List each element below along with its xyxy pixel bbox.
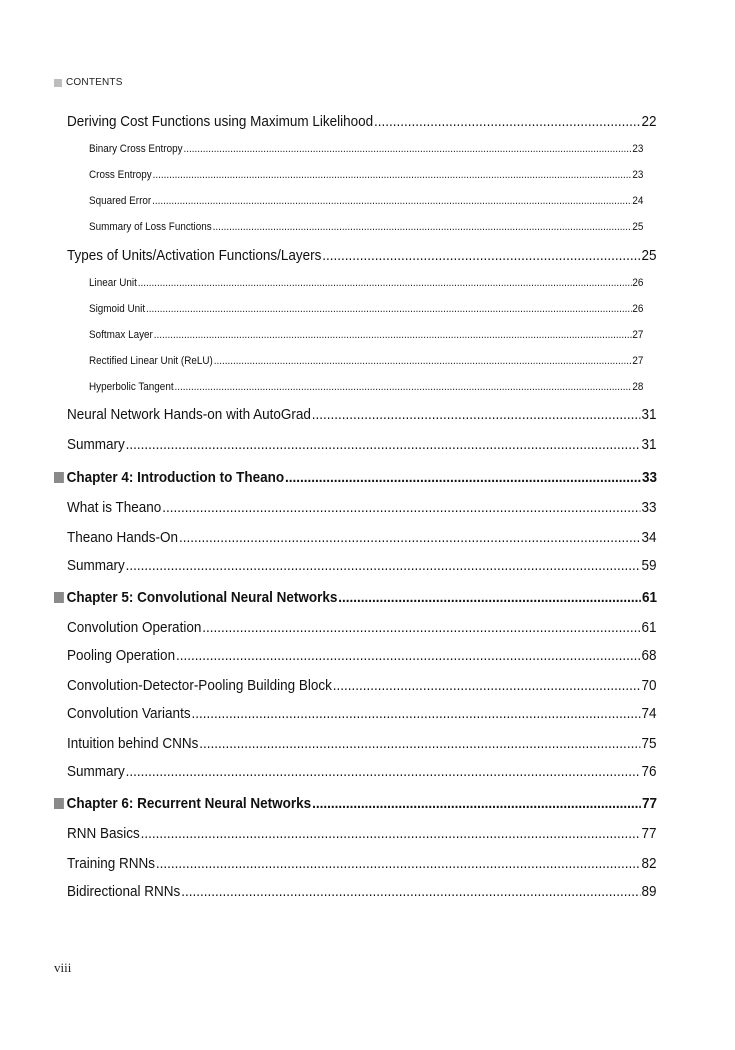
toc-entry-page: 31: [641, 436, 657, 453]
dot-leader: [322, 247, 640, 264]
toc-chapter-entry[interactable]: [54, 795, 657, 812]
toc-entry-title: Convolution Operation: [67, 619, 202, 636]
dot-leader: [181, 883, 640, 900]
toc-entry-title: Rectified Linear Unit (ReLU): [89, 355, 213, 367]
dot-leader: [333, 677, 641, 694]
toc-entry-page: 89: [641, 883, 657, 900]
toc-entry-page: 61: [641, 589, 657, 606]
toc-entry-page: 70: [641, 677, 657, 694]
dot-leader: [183, 143, 631, 155]
toc-subsection-entry[interactable]: [89, 355, 643, 367]
toc-subsection-entry[interactable]: [89, 329, 643, 341]
dot-leader: [202, 619, 640, 636]
toc-entry-title: Summary of Loss Functions: [89, 221, 212, 233]
dot-leader: [176, 647, 641, 664]
toc-subsection-entry[interactable]: [89, 381, 643, 393]
toc-entry-page: 77: [641, 825, 657, 842]
toc-subsection-entry[interactable]: [89, 195, 643, 207]
toc-entry-page: 25: [641, 247, 657, 264]
toc-entry-page: 82: [641, 855, 657, 872]
dot-leader: [152, 195, 631, 207]
toc-entry-title: Deriving Cost Functions using Maximum Likelihood: [67, 113, 374, 130]
toc-entry-page: 74: [641, 705, 657, 722]
toc-entry-page: 27: [632, 329, 644, 341]
running-head-label: CONTENTS: [66, 77, 123, 88]
toc-entry-page: 25: [632, 221, 644, 233]
toc-entry-page: 33: [641, 499, 657, 516]
dot-leader: [126, 763, 641, 780]
toc-entry-title: Hyperbolic Tangent: [89, 381, 174, 393]
page-number: viii: [54, 960, 72, 975]
dot-leader: [214, 355, 632, 367]
toc-entry-page: 26: [632, 277, 644, 289]
toc-entry-page: 23: [632, 143, 644, 155]
dot-leader: [285, 469, 641, 486]
toc-entry-title: Summary: [67, 557, 125, 574]
dot-leader: [162, 499, 640, 516]
toc-entry-page: 68: [641, 647, 657, 664]
toc-section-entry[interactable]: [67, 677, 657, 694]
toc-entry-page: 59: [641, 557, 657, 574]
dot-leader: [153, 169, 632, 181]
toc-section-entry[interactable]: [67, 557, 657, 574]
dot-leader: [374, 113, 641, 130]
toc-entry-page: 33: [641, 469, 657, 486]
chapter-square-icon: [54, 592, 64, 603]
toc-subsection-entry[interactable]: [89, 169, 643, 181]
dot-leader: [156, 855, 641, 872]
toc-subsection-entry[interactable]: [89, 303, 643, 315]
toc-entry-title: Pooling Operation: [67, 647, 176, 664]
toc-entry-title: Binary Cross Entropy: [89, 143, 183, 155]
dot-leader: [126, 557, 641, 574]
chapter-square-icon: [54, 798, 64, 809]
toc-entry-page: 27: [632, 355, 644, 367]
toc-subsection-entry[interactable]: [89, 277, 643, 289]
dot-leader: [154, 329, 632, 341]
dot-leader: [199, 735, 640, 752]
toc-entry-page: 34: [641, 529, 657, 546]
dot-leader: [141, 825, 641, 842]
toc-section-entry[interactable]: [67, 883, 657, 900]
toc-section-entry[interactable]: [67, 113, 657, 130]
toc-entry-title: Neural Network Hands-on with AutoGrad: [67, 406, 311, 423]
dot-leader: [312, 795, 641, 812]
toc-entry-title: Sigmoid Unit: [89, 303, 146, 315]
toc-entry-title: Convolution Variants: [67, 705, 191, 722]
toc-section-entry[interactable]: [67, 529, 657, 546]
toc-subsection-entry[interactable]: [89, 221, 643, 233]
toc-entry-title: Bidirectional RNNs: [67, 883, 181, 900]
toc-entry-title: Softmax Layer: [89, 329, 153, 341]
toc-entry-title: Training RNNs: [67, 855, 156, 872]
toc-entry-page: 75: [641, 735, 657, 752]
toc-entry-title: Convolution-Detector-Pooling Building Block: [67, 677, 332, 694]
dot-leader: [146, 303, 631, 315]
dot-leader: [213, 221, 632, 233]
toc-entry-page: 24: [632, 195, 644, 207]
toc-entry-page: 28: [632, 381, 644, 393]
toc-section-entry[interactable]: [67, 436, 657, 453]
toc-entry-title: Theano Hands-On: [67, 529, 179, 546]
dot-leader: [312, 406, 641, 423]
toc-subsection-entry[interactable]: [89, 143, 643, 155]
toc-entry-page: 22: [641, 113, 657, 130]
toc-section-entry[interactable]: [67, 763, 657, 780]
dot-leader: [126, 436, 641, 453]
dot-leader: [179, 529, 641, 546]
toc-entry-title: Chapter 4: Introduction to Theano: [66, 469, 285, 486]
toc-entry-title: Chapter 5: Convolutional Neural Networks: [66, 589, 338, 606]
toc-entry-page: 61: [641, 619, 657, 636]
dot-leader: [338, 589, 641, 606]
toc-entry-page: 23: [632, 169, 644, 181]
toc-entry-title: What is Theano: [67, 499, 162, 516]
toc-entry-title: Chapter 6: Recurrent Neural Networks: [66, 795, 312, 812]
toc-entry-title: RNN Basics: [67, 825, 140, 842]
toc-chapter-entry[interactable]: [54, 469, 657, 486]
toc-entry-title: Summary: [67, 436, 125, 453]
dot-leader: [138, 277, 632, 289]
toc-entry-title: Squared Error: [89, 195, 152, 207]
toc-chapter-entry[interactable]: [54, 589, 657, 606]
toc-entry-title: Intuition behind CNNs: [67, 735, 199, 752]
toc-section-entry[interactable]: [67, 855, 657, 872]
toc-entry-page: 26: [632, 303, 644, 315]
toc-entry-page: 77: [641, 795, 657, 812]
chapter-square-icon: [54, 472, 64, 483]
dot-leader: [174, 381, 631, 393]
running-head: [54, 77, 123, 88]
toc-section-entry[interactable]: [67, 825, 657, 842]
toc-entry-page: 76: [641, 763, 657, 780]
toc-entry-title: Summary: [67, 763, 125, 780]
toc-entry-page: 31: [641, 406, 657, 423]
toc-entry-title: Cross Entropy: [89, 169, 152, 181]
toc-section-entry[interactable]: [67, 735, 657, 752]
toc-section-entry[interactable]: [67, 499, 657, 516]
running-head-square-icon: [54, 79, 62, 87]
toc-entry-title: Types of Units/Activation Functions/Layers: [67, 247, 322, 264]
toc-entry-title: Linear Unit: [89, 277, 137, 289]
toc-section-entry[interactable]: [67, 406, 657, 423]
toc-section-entry[interactable]: [67, 705, 657, 722]
toc-section-entry[interactable]: [67, 247, 657, 264]
toc-section-entry[interactable]: [67, 647, 657, 664]
dot-leader: [191, 705, 640, 722]
toc-section-entry[interactable]: [67, 619, 657, 636]
